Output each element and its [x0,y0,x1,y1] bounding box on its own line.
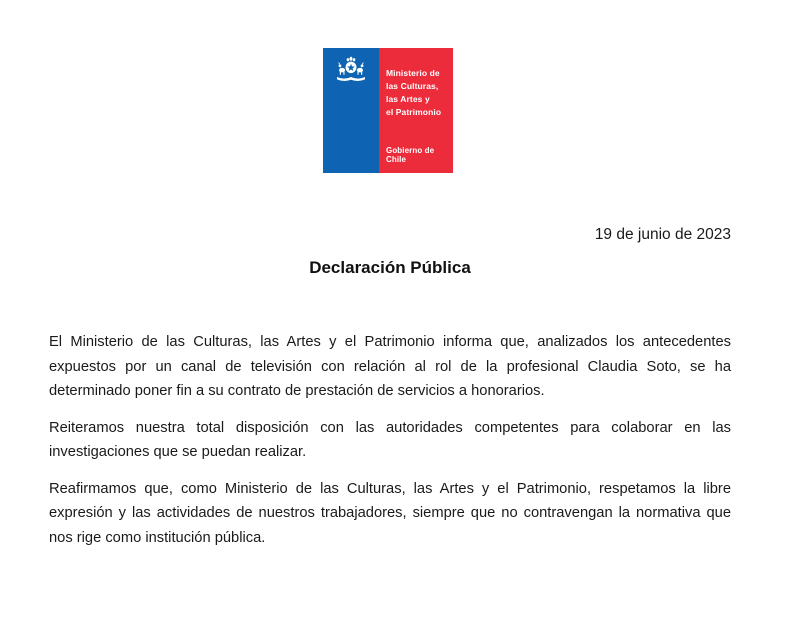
document-title: Declaración Pública [309,258,471,277]
ministry-logo [323,48,453,173]
document-date: 19 de junio de 2023 [594,226,731,243]
logo-red-panel [379,48,453,173]
document-body [49,330,731,562]
logo-government-label: Gobierno de Chile [386,146,435,164]
chile-coat-of-arms-icon [331,54,371,90]
logo-ministry-line: las Culturas, [386,81,439,91]
logo-ministry-line: Ministerio de [386,68,440,78]
paragraph-3: Reafirmamos que, como Ministerio de las Culturas, las Artes y el Patrimonio, respetamos la libre expresión y las actividades de nuestros trabajadores, siempre que no contravengan la normativa que nos rige como institución pública. [49,480,731,546]
paragraph-1: El Ministerio de las Culturas, las Artes y el Patrimonio informa que, analizados los antecedentes expuestos por un canal de televisión con relación al rol de la profesional Claudia Soto, se ha determinado poner fin a su contrato de prestación de servicios a honorarios. [49,334,731,399]
logo-ministry-line: las Artes y [386,94,430,104]
logo-ministry-line: el Patrimonio [386,107,442,117]
paragraph-2: Reiteramos nuestra total disposición con las autoridades competentes para colaborar en las investigaciones que se puedan realizar. [49,419,731,460]
logo-ministry-name [386,67,441,119]
logo-blue-panel [323,48,379,173]
